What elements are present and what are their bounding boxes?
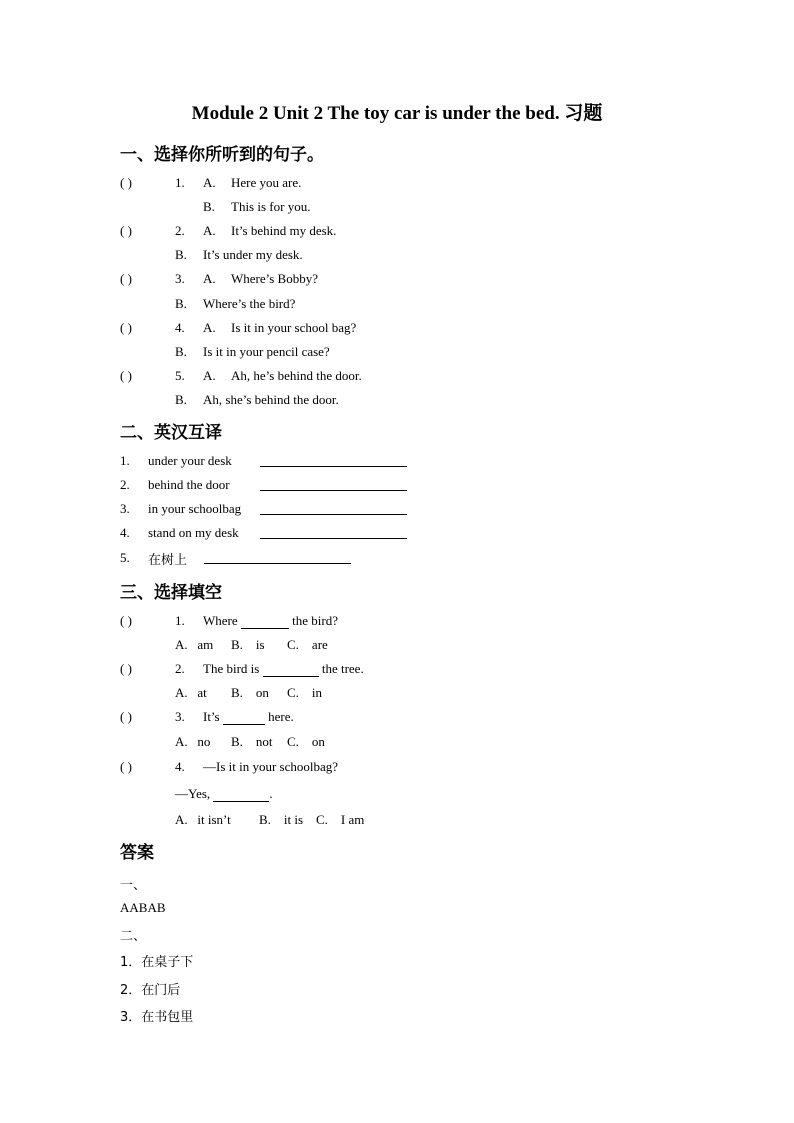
answer-parenthesis[interactable]: ( ) — [120, 368, 132, 383]
option-c: C. on — [287, 734, 325, 749]
fill-blank[interactable] — [213, 788, 269, 802]
question-number: 4. — [175, 320, 185, 335]
answers-part1-label: 一、 — [120, 878, 147, 893]
option-a: A. am — [175, 637, 214, 652]
answer-parenthesis[interactable]: ( ) — [120, 175, 132, 190]
answer-parenthesis[interactable]: ( ) — [120, 709, 132, 724]
answers-part2-item: 3．在书包里 — [120, 1010, 194, 1025]
item-text: under your desk — [148, 453, 232, 468]
question-number: 1. — [175, 175, 185, 190]
answer-parenthesis[interactable]: ( ) — [120, 223, 132, 238]
option-a-letter: A. — [203, 271, 216, 286]
option-b-letter: B. — [203, 199, 215, 214]
answers-part2-item: 1．在桌子下 — [120, 955, 194, 970]
fill-blank[interactable] — [241, 615, 289, 629]
option-a: A. it isn’t — [175, 812, 231, 827]
answers-part2-item: 2．在门后 — [120, 983, 181, 998]
option-c: C. in — [287, 685, 323, 700]
item-number: 5. — [120, 550, 130, 565]
option-a-text: It’s behind my desk. — [231, 223, 337, 238]
section2-heading: 二、英汉互译 — [120, 423, 222, 443]
option-b-text: Ah, she’s behind the door. — [203, 392, 339, 407]
option-a-letter: A. — [203, 368, 216, 383]
question-number: 5. — [175, 368, 185, 383]
page-title: Module 2 Unit 2 The toy car is under the bed. 习题 — [191, 103, 603, 124]
section1-heading: 一、选择你所听到的句子。 — [120, 145, 324, 165]
option-c: C. I am — [316, 812, 365, 827]
option-a-text: Where’s Bobby? — [231, 271, 319, 286]
option-a-letter: A. — [203, 320, 216, 335]
answer-parenthesis[interactable]: ( ) — [120, 613, 132, 628]
option-b-text: This is for you. — [231, 199, 311, 214]
option-b: B. on — [231, 685, 269, 700]
option-b-text: Is it in your pencil case? — [203, 344, 330, 359]
option-b-letter: B. — [175, 247, 187, 262]
question-number: 2. — [175, 661, 185, 676]
item-text: stand on my desk — [148, 525, 239, 540]
option-b: B. is — [231, 637, 265, 652]
option-a-text: Ah, he’s behind the door. — [231, 368, 362, 383]
option-b-letter: B. — [175, 344, 187, 359]
answer-blank[interactable] — [260, 501, 407, 515]
answer-parenthesis[interactable]: ( ) — [120, 320, 132, 335]
answer-blank[interactable] — [260, 525, 407, 539]
option-b: B. not — [231, 734, 273, 749]
option-b-text: It’s under my desk. — [203, 247, 303, 262]
option-a: A. at — [175, 685, 207, 700]
option-a-text: Is it in your school bag? — [231, 320, 357, 335]
option-b-text: Where’s the bird? — [203, 296, 296, 311]
option-a: A. no — [175, 734, 211, 749]
option-b-letter: B. — [175, 392, 187, 407]
item-text: behind the door — [148, 477, 230, 492]
option-c: C. are — [287, 637, 328, 652]
item-text: in your schoolbag — [148, 501, 242, 516]
question-number: 2. — [175, 223, 185, 238]
item-number: 1. — [120, 453, 130, 468]
answers-part1-value: AABAB — [120, 900, 166, 915]
fill-blank[interactable] — [263, 663, 319, 677]
item-text: 在树上 — [148, 553, 188, 568]
question-stem: It’s here. — [203, 709, 294, 724]
question-number: 1. — [175, 613, 185, 628]
question-reply: —Yes, . — [175, 786, 273, 801]
question-number: 4. — [175, 759, 185, 774]
answer-parenthesis[interactable]: ( ) — [120, 759, 132, 774]
question-stem: The bird is the tree. — [203, 661, 364, 676]
option-a-letter: A. — [203, 223, 216, 238]
question-stem: —Is it in your schoolbag? — [203, 759, 339, 774]
answer-blank[interactable] — [260, 477, 407, 491]
question-number: 3. — [175, 709, 185, 724]
section3-heading: 三、选择填空 — [120, 583, 222, 603]
item-number: 4. — [120, 525, 130, 540]
answers-heading: 答案 — [120, 843, 154, 863]
answer-blank[interactable] — [260, 453, 407, 467]
option-b-letter: B. — [175, 296, 187, 311]
answer-blank[interactable] — [204, 550, 351, 564]
fill-blank[interactable] — [223, 711, 265, 725]
option-a-letter: A. — [203, 175, 216, 190]
question-stem: Where the bird? — [203, 613, 338, 628]
option-b: B. it is — [259, 812, 304, 827]
answers-part2-label: 二、 — [120, 929, 147, 944]
option-a-text: Here you are. — [231, 175, 302, 190]
question-number: 3. — [175, 271, 185, 286]
answer-parenthesis[interactable]: ( ) — [120, 271, 132, 286]
item-number: 3. — [120, 501, 130, 516]
item-number: 2. — [120, 477, 130, 492]
answer-parenthesis[interactable]: ( ) — [120, 661, 132, 676]
